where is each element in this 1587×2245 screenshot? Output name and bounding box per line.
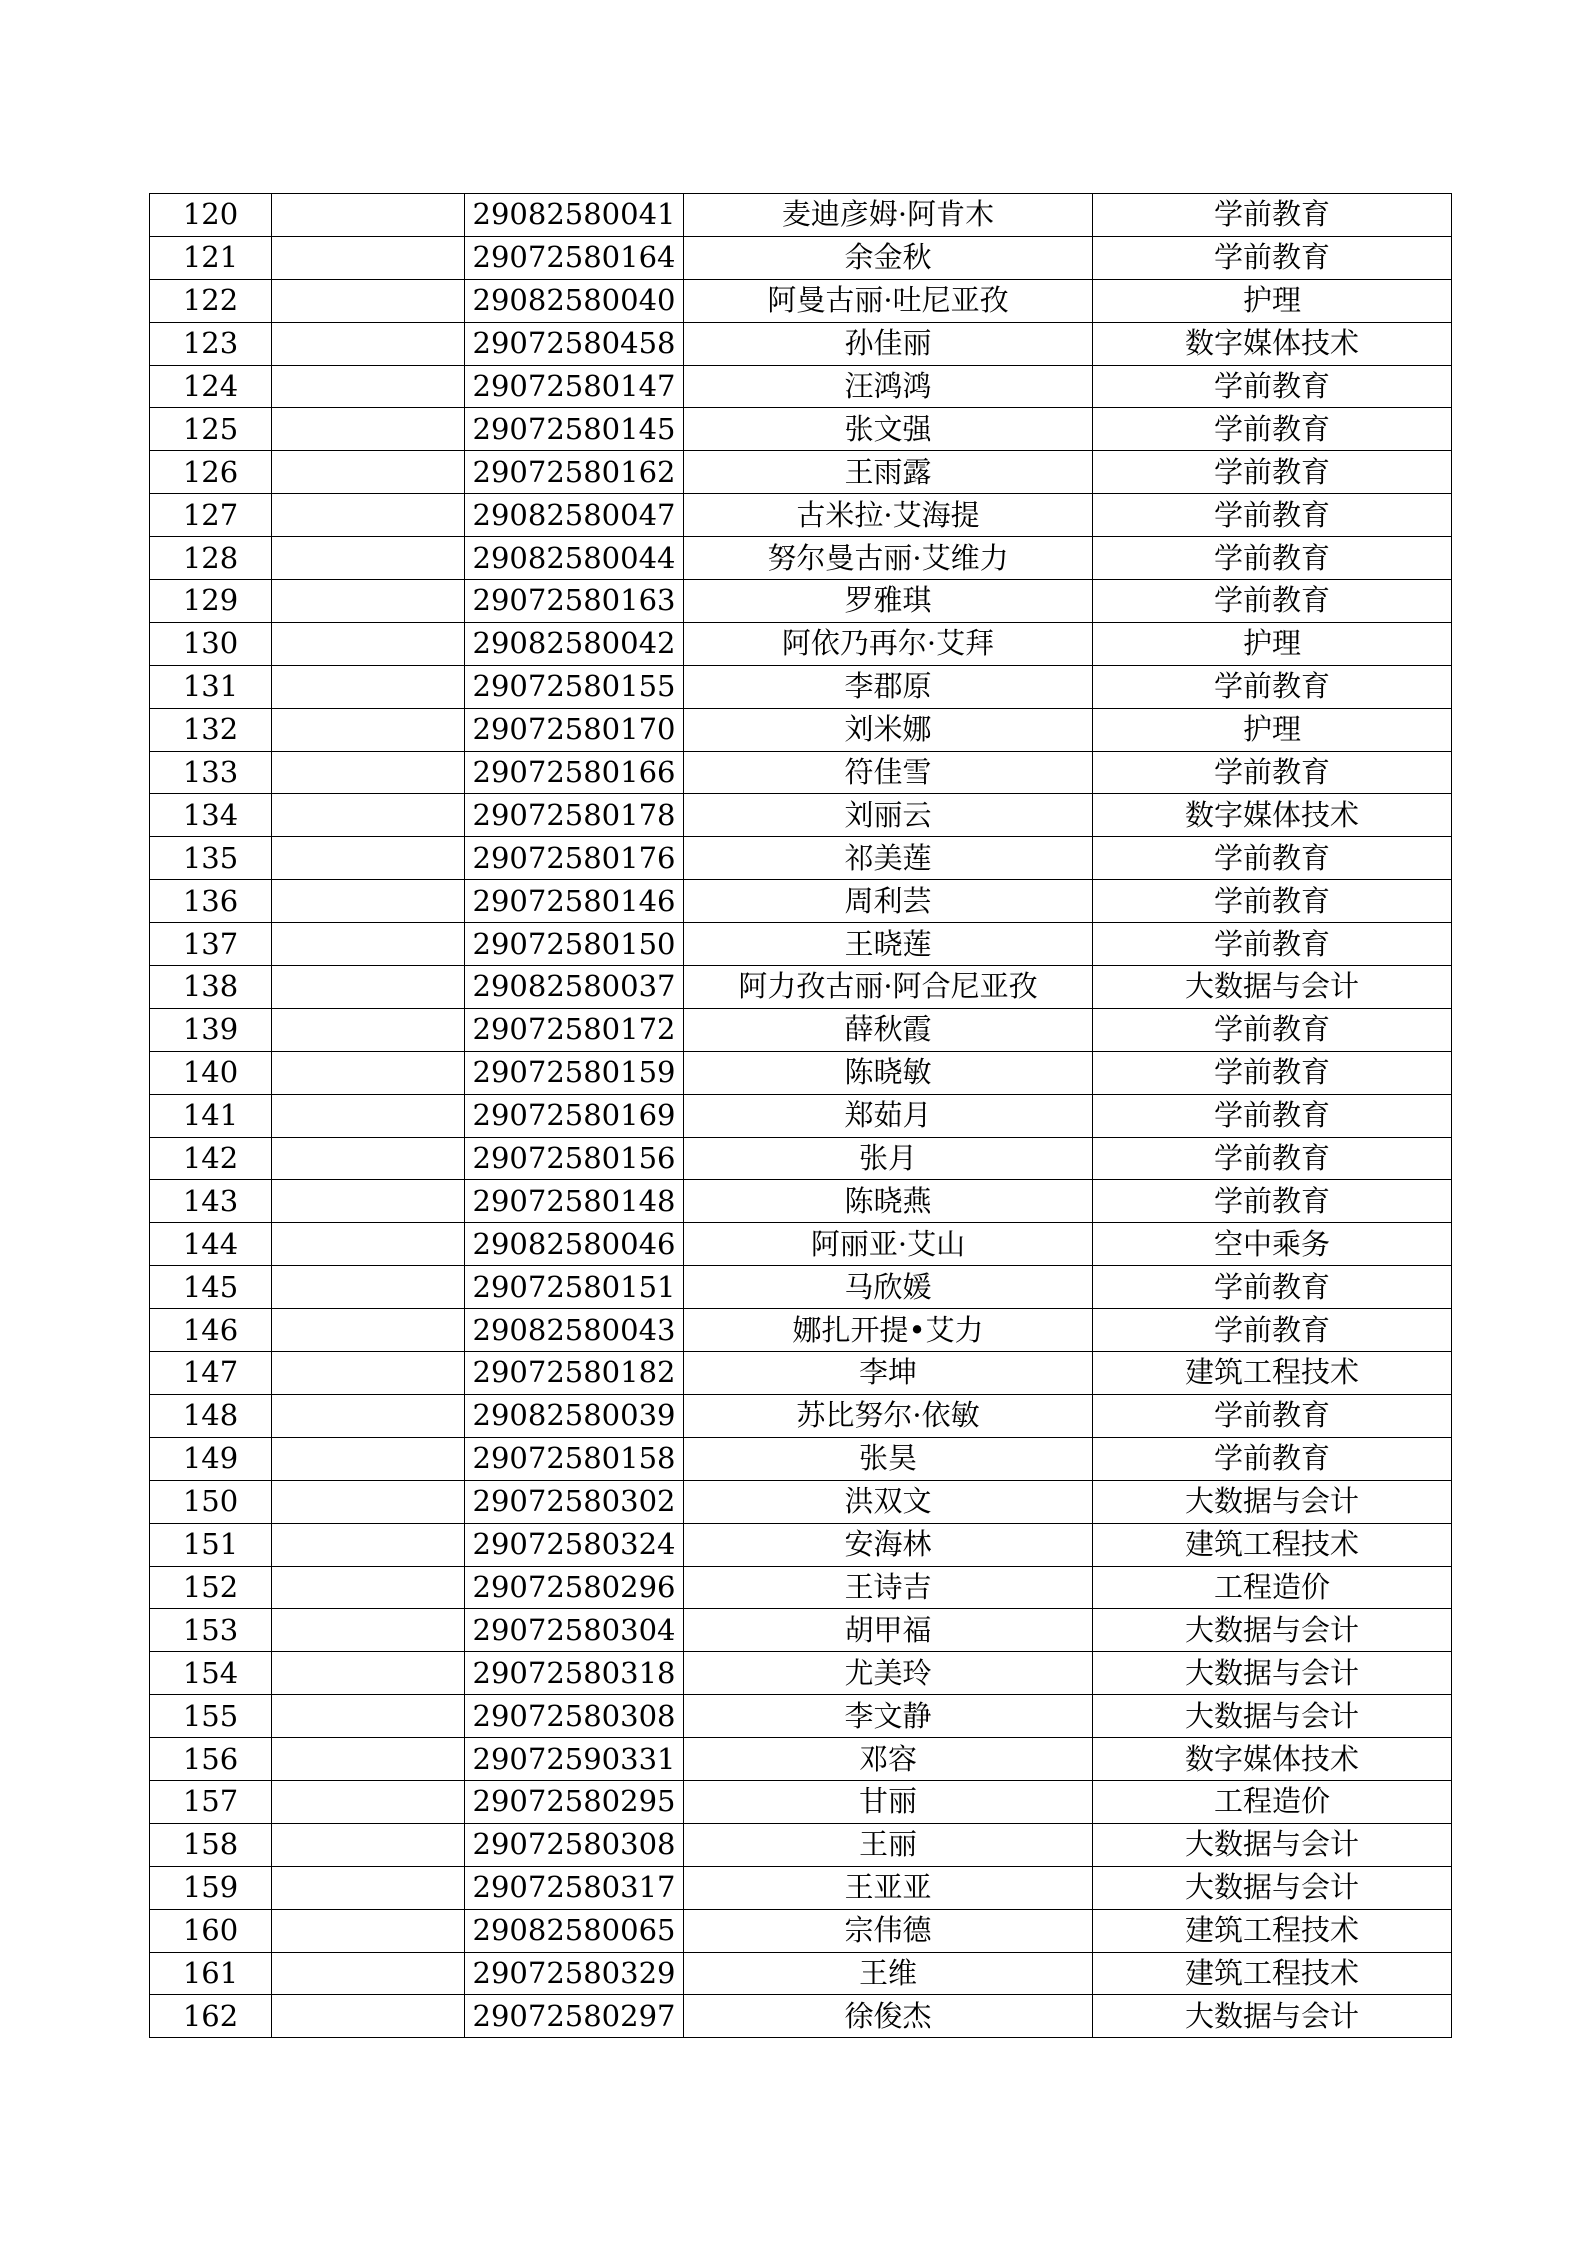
exam-number-cell: 29072580297 — [465, 1995, 684, 2038]
table-row — [150, 665, 1452, 708]
student-name-cell: 尤美玲 — [684, 1652, 1093, 1695]
empty-cell — [272, 708, 465, 751]
table-row — [150, 365, 1452, 408]
student-name-cell: 王亚亚 — [684, 1866, 1093, 1909]
row-number-cell: 133 — [150, 751, 272, 794]
major-cell: 大数据与会计 — [1093, 1609, 1452, 1652]
major-cell: 学前教育 — [1093, 1008, 1452, 1051]
major-cell: 学前教育 — [1093, 451, 1452, 494]
major-cell: 护理 — [1093, 622, 1452, 665]
row-number-cell: 125 — [150, 408, 272, 451]
major-cell: 学前教育 — [1093, 537, 1452, 580]
major-cell: 工程造价 — [1093, 1566, 1452, 1609]
row-number-cell: 151 — [150, 1523, 272, 1566]
table-row — [150, 966, 1452, 1009]
table-row — [150, 451, 1452, 494]
exam-number-cell: 29072580317 — [465, 1866, 684, 1909]
major-cell: 学前教育 — [1093, 1051, 1452, 1094]
major-cell: 学前教育 — [1093, 365, 1452, 408]
major-cell: 学前教育 — [1093, 880, 1452, 923]
student-name-cell: 符佳雪 — [684, 751, 1093, 794]
student-name-cell: 孙佳丽 — [684, 322, 1093, 365]
table-row — [150, 1823, 1452, 1866]
row-number-cell: 137 — [150, 923, 272, 966]
major-cell: 学前教育 — [1093, 236, 1452, 279]
exam-number-cell: 29072580146 — [465, 880, 684, 923]
row-number-cell: 157 — [150, 1780, 272, 1823]
row-number-cell: 124 — [150, 365, 272, 408]
major-cell: 空中乘务 — [1093, 1223, 1452, 1266]
student-name-cell: 邓容 — [684, 1738, 1093, 1781]
empty-cell — [272, 279, 465, 322]
empty-cell — [272, 494, 465, 537]
major-cell: 学前教育 — [1093, 1266, 1452, 1309]
row-number-cell: 123 — [150, 322, 272, 365]
exam-number-cell: 29072580308 — [465, 1695, 684, 1738]
major-cell: 建筑工程技术 — [1093, 1909, 1452, 1952]
exam-number-cell: 29072580182 — [465, 1352, 684, 1395]
exam-number-cell: 29072580164 — [465, 236, 684, 279]
row-number-cell: 154 — [150, 1652, 272, 1695]
exam-number-cell: 29082580040 — [465, 279, 684, 322]
exam-number-cell: 29072580329 — [465, 1952, 684, 1995]
exam-number-cell: 29072580148 — [465, 1180, 684, 1223]
student-name-cell: 麦迪彦姆·阿肯木 — [684, 194, 1093, 237]
student-name-cell: 郑茹月 — [684, 1094, 1093, 1137]
empty-cell — [272, 1952, 465, 1995]
table-row — [150, 1309, 1452, 1352]
major-cell: 护理 — [1093, 279, 1452, 322]
table-row — [150, 580, 1452, 623]
empty-cell — [272, 1094, 465, 1137]
row-number-cell: 121 — [150, 236, 272, 279]
major-cell: 建筑工程技术 — [1093, 1952, 1452, 1995]
exam-number-cell: 29082580041 — [465, 194, 684, 237]
table-row — [150, 1523, 1452, 1566]
exam-number-cell: 29072580162 — [465, 451, 684, 494]
empty-cell — [272, 537, 465, 580]
exam-number-cell: 29072580159 — [465, 1051, 684, 1094]
empty-cell — [272, 1738, 465, 1781]
major-cell: 大数据与会计 — [1093, 966, 1452, 1009]
empty-cell — [272, 923, 465, 966]
table-row — [150, 408, 1452, 451]
table-row — [150, 837, 1452, 880]
student-name-cell: 王维 — [684, 1952, 1093, 1995]
student-name-cell: 汪鸿鸿 — [684, 365, 1093, 408]
row-number-cell: 159 — [150, 1866, 272, 1909]
table-row — [150, 880, 1452, 923]
row-number-cell: 153 — [150, 1609, 272, 1652]
exam-number-cell: 29072580147 — [465, 365, 684, 408]
exam-number-cell: 29072590331 — [465, 1738, 684, 1781]
exam-number-cell: 29072580176 — [465, 837, 684, 880]
empty-cell — [272, 966, 465, 1009]
exam-number-cell: 29072580296 — [465, 1566, 684, 1609]
empty-cell — [272, 1309, 465, 1352]
major-cell: 建筑工程技术 — [1093, 1523, 1452, 1566]
empty-cell — [272, 665, 465, 708]
student-name-cell: 王诗吉 — [684, 1566, 1093, 1609]
major-cell: 学前教育 — [1093, 494, 1452, 537]
student-name-cell: 薛秋霞 — [684, 1008, 1093, 1051]
row-number-cell: 140 — [150, 1051, 272, 1094]
empty-cell — [272, 1223, 465, 1266]
student-name-cell: 洪双文 — [684, 1480, 1093, 1523]
table-row — [150, 794, 1452, 837]
exam-number-cell: 29082580042 — [465, 622, 684, 665]
major-cell: 学前教育 — [1093, 194, 1452, 237]
student-name-cell: 安海林 — [684, 1523, 1093, 1566]
exam-number-cell: 29072580158 — [465, 1437, 684, 1480]
empty-cell — [272, 1866, 465, 1909]
major-cell: 建筑工程技术 — [1093, 1352, 1452, 1395]
table-row — [150, 1180, 1452, 1223]
table-row — [150, 1437, 1452, 1480]
major-cell: 工程造价 — [1093, 1780, 1452, 1823]
table-row — [150, 622, 1452, 665]
major-cell: 学前教育 — [1093, 408, 1452, 451]
major-cell: 护理 — [1093, 708, 1452, 751]
student-name-cell: 宗伟德 — [684, 1909, 1093, 1952]
exam-number-cell: 29082580043 — [465, 1309, 684, 1352]
empty-cell — [272, 1437, 465, 1480]
row-number-cell: 131 — [150, 665, 272, 708]
table-row — [150, 1394, 1452, 1437]
row-number-cell: 132 — [150, 708, 272, 751]
student-name-cell: 陈晓敏 — [684, 1051, 1093, 1094]
student-name-cell: 张文强 — [684, 408, 1093, 451]
major-cell: 学前教育 — [1093, 665, 1452, 708]
row-number-cell: 145 — [150, 1266, 272, 1309]
student-name-cell: 王雨露 — [684, 451, 1093, 494]
empty-cell — [272, 794, 465, 837]
empty-cell — [272, 580, 465, 623]
row-number-cell: 142 — [150, 1137, 272, 1180]
row-number-cell: 156 — [150, 1738, 272, 1781]
exam-number-cell: 29072580166 — [465, 751, 684, 794]
table-row — [150, 1866, 1452, 1909]
row-number-cell: 135 — [150, 837, 272, 880]
student-name-cell: 马欣媛 — [684, 1266, 1093, 1309]
row-number-cell: 129 — [150, 580, 272, 623]
major-cell: 学前教育 — [1093, 1094, 1452, 1137]
major-cell: 学前教育 — [1093, 580, 1452, 623]
student-name-cell: 阿依乃再尔·艾拜 — [684, 622, 1093, 665]
row-number-cell: 158 — [150, 1823, 272, 1866]
table-row — [150, 279, 1452, 322]
exam-number-cell: 29072580308 — [465, 1823, 684, 1866]
table-row — [150, 1051, 1452, 1094]
student-name-cell: 刘米娜 — [684, 708, 1093, 751]
student-name-cell: 古米拉·艾海提 — [684, 494, 1093, 537]
major-cell: 大数据与会计 — [1093, 1695, 1452, 1738]
empty-cell — [272, 451, 465, 494]
exam-number-cell: 29072580458 — [465, 322, 684, 365]
table-row — [150, 1609, 1452, 1652]
row-number-cell: 149 — [150, 1437, 272, 1480]
row-number-cell: 122 — [150, 279, 272, 322]
empty-cell — [272, 1352, 465, 1395]
table-row — [150, 1695, 1452, 1738]
row-number-cell: 134 — [150, 794, 272, 837]
exam-number-cell: 29072580295 — [465, 1780, 684, 1823]
student-name-cell: 娜扎开提•艾力 — [684, 1309, 1093, 1352]
row-number-cell: 160 — [150, 1909, 272, 1952]
table-row — [150, 1223, 1452, 1266]
exam-number-cell: 29072580145 — [465, 408, 684, 451]
student-name-cell: 李郡原 — [684, 665, 1093, 708]
row-number-cell: 120 — [150, 194, 272, 237]
table-row — [150, 751, 1452, 794]
empty-cell — [272, 1609, 465, 1652]
student-name-cell: 阿力孜古丽·阿合尼亚孜 — [684, 966, 1093, 1009]
row-number-cell: 146 — [150, 1309, 272, 1352]
row-number-cell: 155 — [150, 1695, 272, 1738]
major-cell: 学前教育 — [1093, 1137, 1452, 1180]
major-cell: 学前教育 — [1093, 1394, 1452, 1437]
empty-cell — [272, 1394, 465, 1437]
student-name-cell: 苏比努尔·依敏 — [684, 1394, 1093, 1437]
row-number-cell: 138 — [150, 966, 272, 1009]
table-row — [150, 322, 1452, 365]
empty-cell — [272, 1909, 465, 1952]
major-cell: 学前教育 — [1093, 923, 1452, 966]
row-number-cell: 152 — [150, 1566, 272, 1609]
table-row — [150, 1738, 1452, 1781]
empty-cell — [272, 622, 465, 665]
exam-number-cell: 29072580156 — [465, 1137, 684, 1180]
empty-cell — [272, 236, 465, 279]
row-number-cell: 150 — [150, 1480, 272, 1523]
table-row — [150, 1952, 1452, 1995]
major-cell: 学前教育 — [1093, 837, 1452, 880]
student-name-cell: 阿丽亚·艾山 — [684, 1223, 1093, 1266]
table-row — [150, 1780, 1452, 1823]
empty-cell — [272, 1995, 465, 2038]
exam-number-cell: 29072580150 — [465, 923, 684, 966]
major-cell: 大数据与会计 — [1093, 1866, 1452, 1909]
empty-cell — [272, 751, 465, 794]
exam-number-cell: 29082580044 — [465, 537, 684, 580]
student-name-cell: 李坤 — [684, 1352, 1093, 1395]
student-name-cell: 祁美莲 — [684, 837, 1093, 880]
empty-cell — [272, 1780, 465, 1823]
major-cell: 大数据与会计 — [1093, 1652, 1452, 1695]
row-number-cell: 147 — [150, 1352, 272, 1395]
exam-number-cell: 29072580324 — [465, 1523, 684, 1566]
table-row — [150, 923, 1452, 966]
row-number-cell: 127 — [150, 494, 272, 537]
row-number-cell: 148 — [150, 1394, 272, 1437]
student-name-cell: 陈晓燕 — [684, 1180, 1093, 1223]
empty-cell — [272, 1180, 465, 1223]
exam-number-cell: 29082580046 — [465, 1223, 684, 1266]
student-name-cell: 罗雅琪 — [684, 580, 1093, 623]
student-name-cell: 徐俊杰 — [684, 1995, 1093, 2038]
student-name-cell: 甘丽 — [684, 1780, 1093, 1823]
table-row — [150, 1137, 1452, 1180]
empty-cell — [272, 880, 465, 923]
empty-cell — [272, 1695, 465, 1738]
table-row — [150, 1352, 1452, 1395]
table-row — [150, 1266, 1452, 1309]
empty-cell — [272, 408, 465, 451]
table-row — [150, 1652, 1452, 1695]
row-number-cell: 126 — [150, 451, 272, 494]
student-name-cell: 李文静 — [684, 1695, 1093, 1738]
exam-number-cell: 29072580304 — [465, 1609, 684, 1652]
student-name-cell: 刘丽云 — [684, 794, 1093, 837]
row-number-cell: 161 — [150, 1952, 272, 1995]
student-name-cell: 周利芸 — [684, 880, 1093, 923]
table-row — [150, 1480, 1452, 1523]
row-number-cell: 136 — [150, 880, 272, 923]
major-cell: 学前教育 — [1093, 751, 1452, 794]
student-name-cell: 余金秋 — [684, 236, 1093, 279]
exam-number-cell: 29072580318 — [465, 1652, 684, 1695]
empty-cell — [272, 1652, 465, 1695]
row-number-cell: 128 — [150, 537, 272, 580]
table-row — [150, 708, 1452, 751]
row-number-cell: 130 — [150, 622, 272, 665]
empty-cell — [272, 194, 465, 237]
roster-body — [150, 194, 1452, 2038]
exam-number-cell: 29072580170 — [465, 708, 684, 751]
empty-cell — [272, 1823, 465, 1866]
empty-cell — [272, 837, 465, 880]
table-row — [150, 1008, 1452, 1051]
major-cell: 大数据与会计 — [1093, 1823, 1452, 1866]
exam-number-cell: 29082580047 — [465, 494, 684, 537]
student-roster-table — [149, 193, 1452, 2038]
student-name-cell: 张月 — [684, 1137, 1093, 1180]
student-name-cell: 努尔曼古丽·艾维力 — [684, 537, 1093, 580]
row-number-cell: 141 — [150, 1094, 272, 1137]
empty-cell — [272, 1051, 465, 1094]
exam-number-cell: 29082580037 — [465, 966, 684, 1009]
exam-number-cell: 29072580155 — [465, 665, 684, 708]
table-row — [150, 1909, 1452, 1952]
table-row — [150, 1566, 1452, 1609]
exam-number-cell: 29072580163 — [465, 580, 684, 623]
row-number-cell: 162 — [150, 1995, 272, 2038]
major-cell: 大数据与会计 — [1093, 1480, 1452, 1523]
exam-number-cell: 29072580151 — [465, 1266, 684, 1309]
empty-cell — [272, 1523, 465, 1566]
empty-cell — [272, 1480, 465, 1523]
student-name-cell: 胡甲福 — [684, 1609, 1093, 1652]
major-cell: 大数据与会计 — [1093, 1995, 1452, 2038]
major-cell: 数字媒体技术 — [1093, 322, 1452, 365]
exam-number-cell: 29072580302 — [465, 1480, 684, 1523]
major-cell: 学前教育 — [1093, 1437, 1452, 1480]
student-name-cell: 张昊 — [684, 1437, 1093, 1480]
student-name-cell: 阿曼古丽·吐尼亚孜 — [684, 279, 1093, 322]
empty-cell — [272, 322, 465, 365]
student-name-cell: 王丽 — [684, 1823, 1093, 1866]
exam-number-cell: 29082580065 — [465, 1909, 684, 1952]
row-number-cell: 139 — [150, 1008, 272, 1051]
table-row — [150, 194, 1452, 237]
table-row — [150, 537, 1452, 580]
major-cell: 学前教育 — [1093, 1180, 1452, 1223]
row-number-cell: 143 — [150, 1180, 272, 1223]
major-cell: 学前教育 — [1093, 1309, 1452, 1352]
exam-number-cell: 29072580172 — [465, 1008, 684, 1051]
empty-cell — [272, 1008, 465, 1051]
exam-number-cell: 29082580039 — [465, 1394, 684, 1437]
student-name-cell: 王晓莲 — [684, 923, 1093, 966]
empty-cell — [272, 1566, 465, 1609]
table-row — [150, 236, 1452, 279]
major-cell: 数字媒体技术 — [1093, 794, 1452, 837]
table-row — [150, 1094, 1452, 1137]
major-cell: 数字媒体技术 — [1093, 1738, 1452, 1781]
table-row — [150, 494, 1452, 537]
exam-number-cell: 29072580178 — [465, 794, 684, 837]
row-number-cell: 144 — [150, 1223, 272, 1266]
exam-number-cell: 29072580169 — [465, 1094, 684, 1137]
table-row — [150, 1995, 1452, 2038]
empty-cell — [272, 365, 465, 408]
empty-cell — [272, 1266, 465, 1309]
empty-cell — [272, 1137, 465, 1180]
